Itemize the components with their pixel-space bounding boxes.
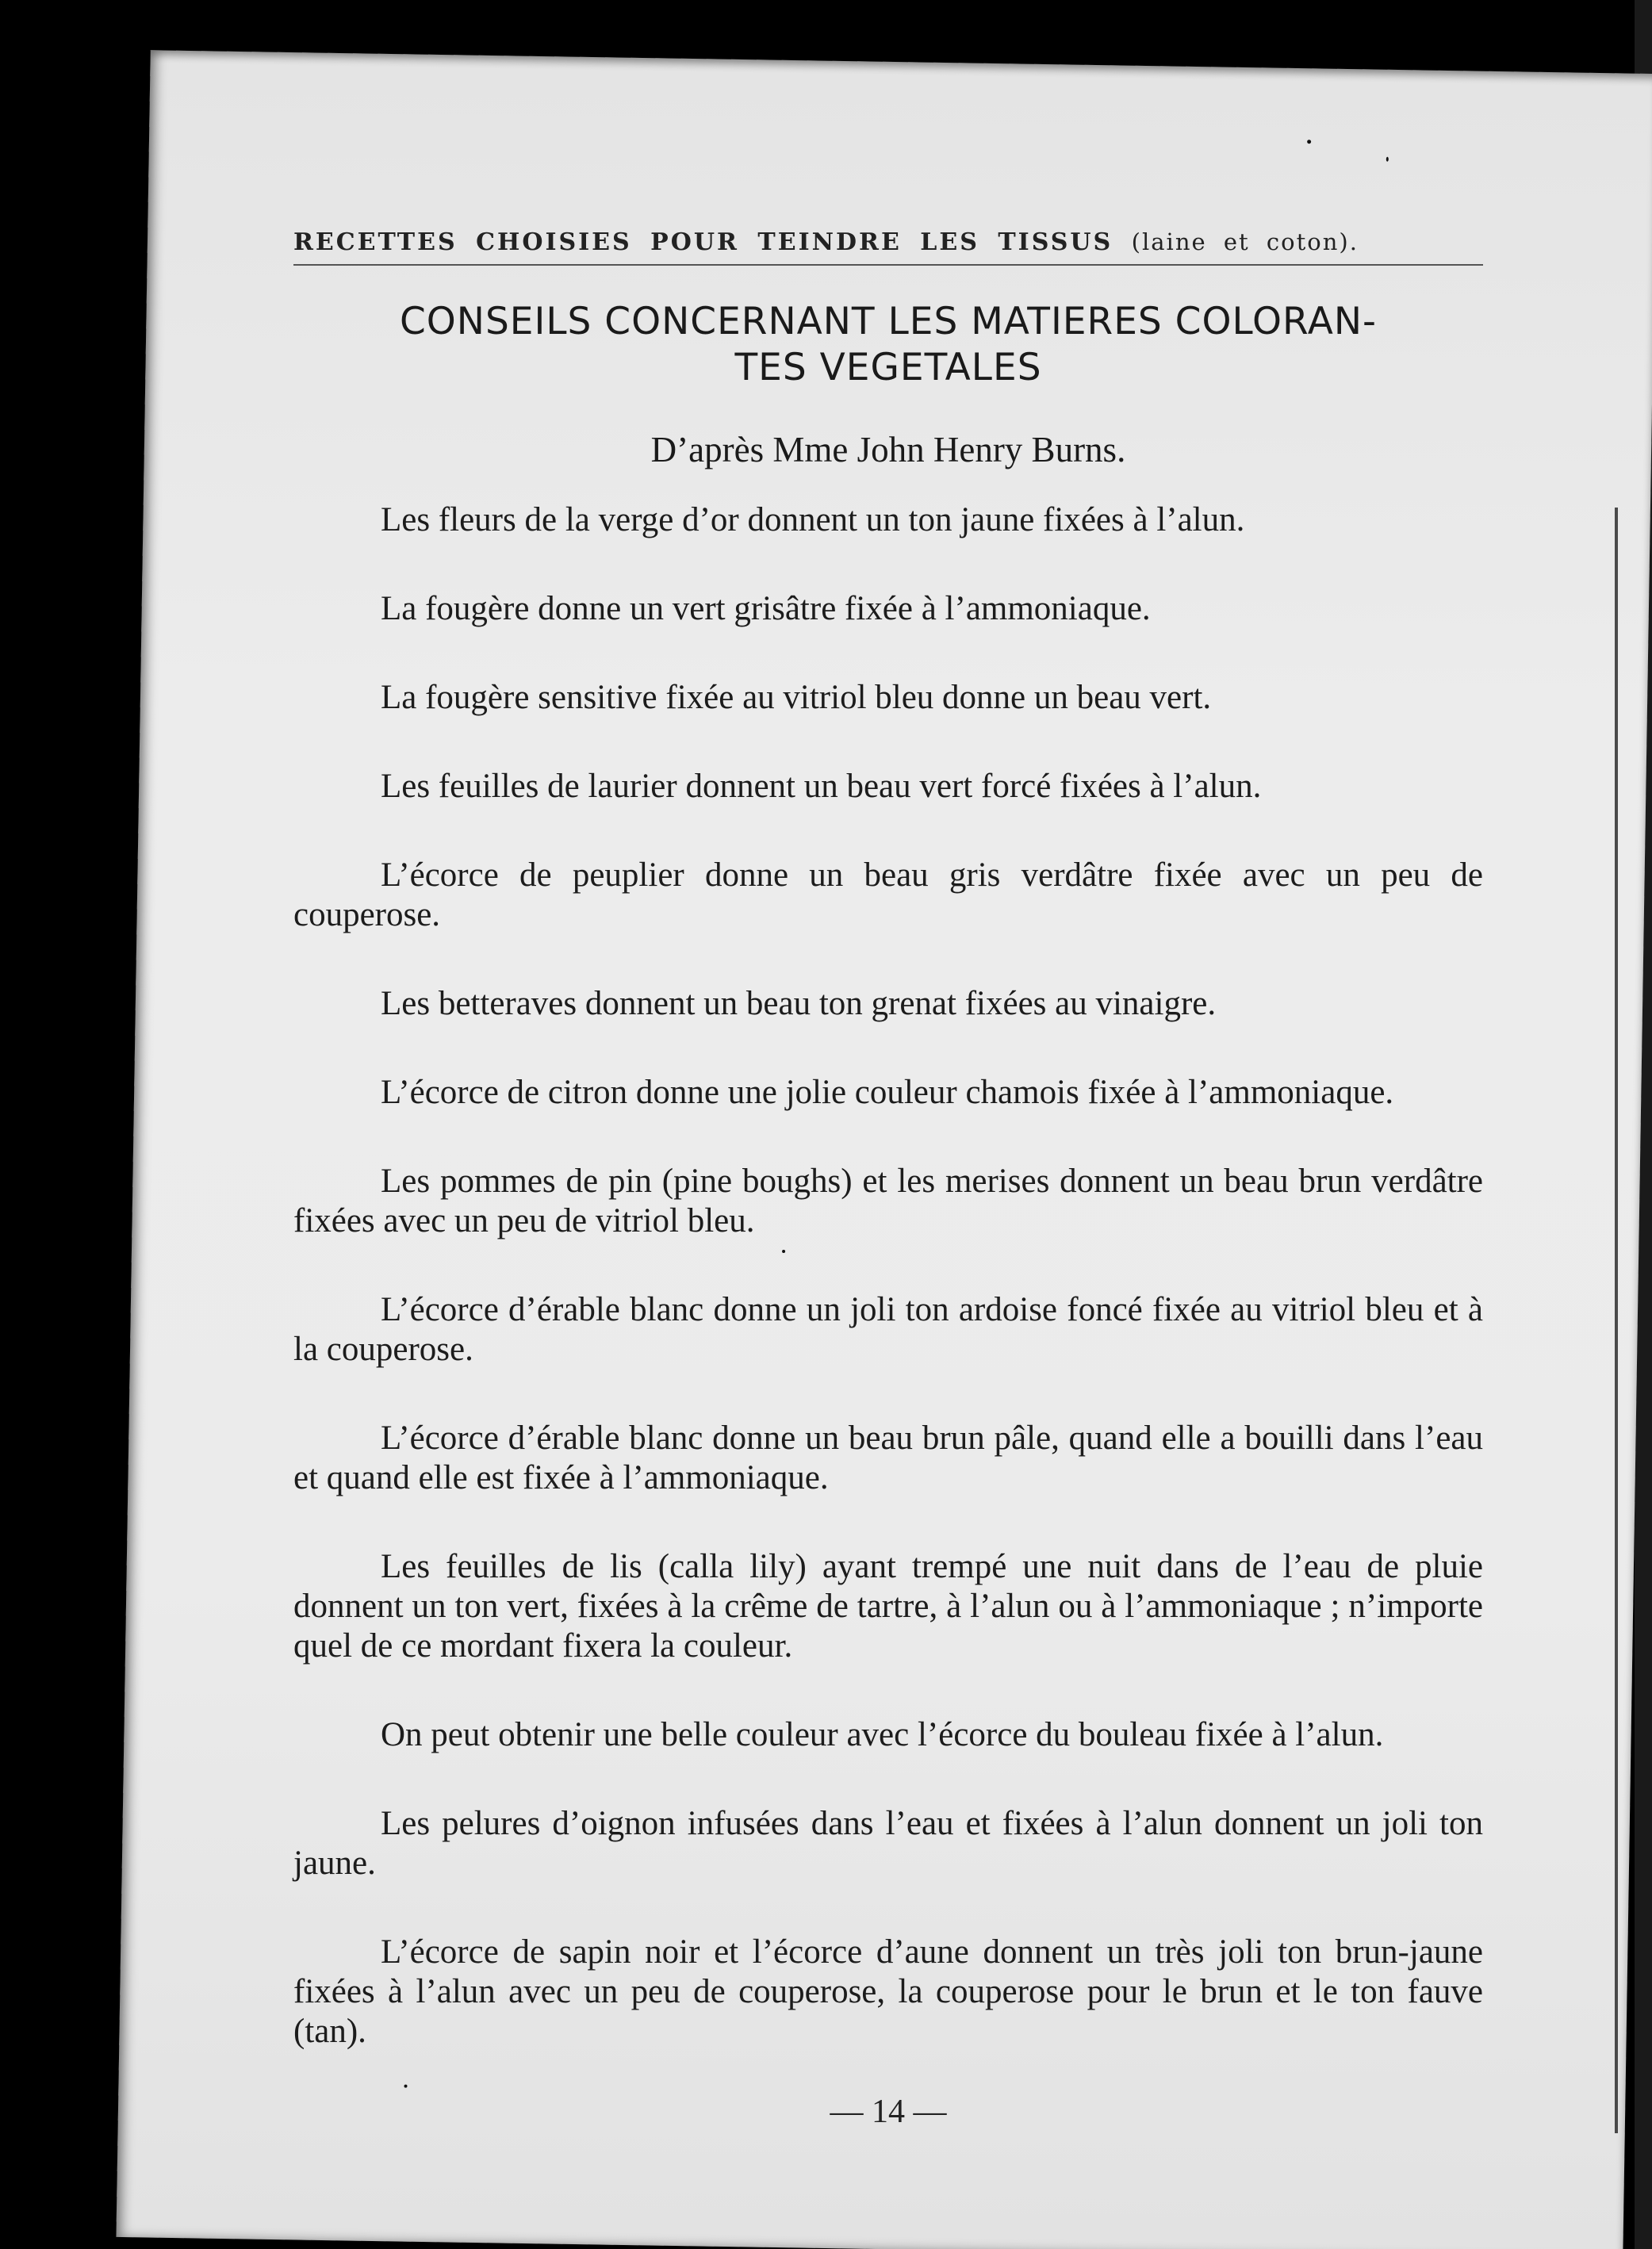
section-title-line-2: TES VEGETALES	[734, 346, 1042, 389]
paragraph: Les betteraves donnent un beau ton grenat fixées au vinaigre.	[381, 985, 1217, 1022]
paragraph: Les pelures d’oignon infusées dans l’eau et fixées à l’alun donnent un joli ton jaune.	[293, 1805, 1483, 1882]
paragraph-list	[293, 500, 1483, 2052]
paragraph: Les pommes de pin (pine boughs) et les merises donnent un beau brun verdâtre fixées avec un peu de vitriol bleu.	[293, 1163, 1483, 1239]
paragraph: La fougère donne un vert grisâtre fixée à l’ammoniaque.	[381, 590, 1151, 627]
speck	[1386, 157, 1389, 162]
paragraph: L’écorce de citron donne une jolie couleur chamois fixée à l’ammoniaque.	[381, 1074, 1394, 1111]
paragraph: L’écorce de sapin noir et l’écorce d’aune donnent un très joli ton brun-jaune fixées à l’alun avec un peu de couperose, la couperose pour le brun et le ton fauve (tan).	[293, 1933, 1483, 2050]
page-text-block	[293, 228, 1483, 2131]
running-head-title: RECETTES CHOISIES POUR TEINDRE LES TISSUS	[293, 228, 1113, 256]
paragraph: L’écorce de peuplier donne un beau gris verdâtre fixée avec un peu de couperose.	[293, 856, 1483, 933]
section-title-line-1: CONSEILS CONCERNANT LES MATIERES COLORAN-	[399, 300, 1378, 343]
page-edge-line	[1615, 508, 1618, 2133]
speck	[1307, 140, 1311, 144]
paragraph: Les feuilles de laurier donnent un beau vert forcé fixées à l’alun.	[381, 768, 1262, 805]
paragraph: Les feuilles de lis (calla lily) ayant trempé une nuit dans de l’eau de pluie donnent un ton vert, fixées à la crême de tartre, à l’alun ou à l’ammoniaque ; n’importe quel de ce mordant fixera la couleur.	[293, 1548, 1483, 1665]
section-title	[293, 299, 1483, 391]
paragraph: L’écorce d’érable blanc donne un joli ton ardoise foncé fixée au vitriol bleu et à la couperose.	[293, 1291, 1483, 1368]
paragraph: L’écorce d’érable blanc donne un beau brun pâle, quand elle a bouilli dans l’eau et quand elle est fixée à l’ammoniaque.	[293, 1420, 1483, 1496]
running-head-subtitle: (laine et coton).	[1131, 228, 1359, 255]
paragraph: On peut obtenir une belle couleur avec l’écorce du bouleau fixée à l’alun.	[381, 1716, 1384, 1753]
running-head	[293, 228, 1483, 266]
byline: D’après Mme John Henry Burns.	[650, 430, 1126, 469]
paragraph: Les fleurs de la verge d’or donnent un ton jaune fixées à l’alun.	[381, 501, 1245, 538]
paragraph: La fougère sensitive fixée au vitriol bleu donne un beau vert.	[381, 679, 1212, 716]
page-number: — 14 —	[830, 2094, 947, 2130]
